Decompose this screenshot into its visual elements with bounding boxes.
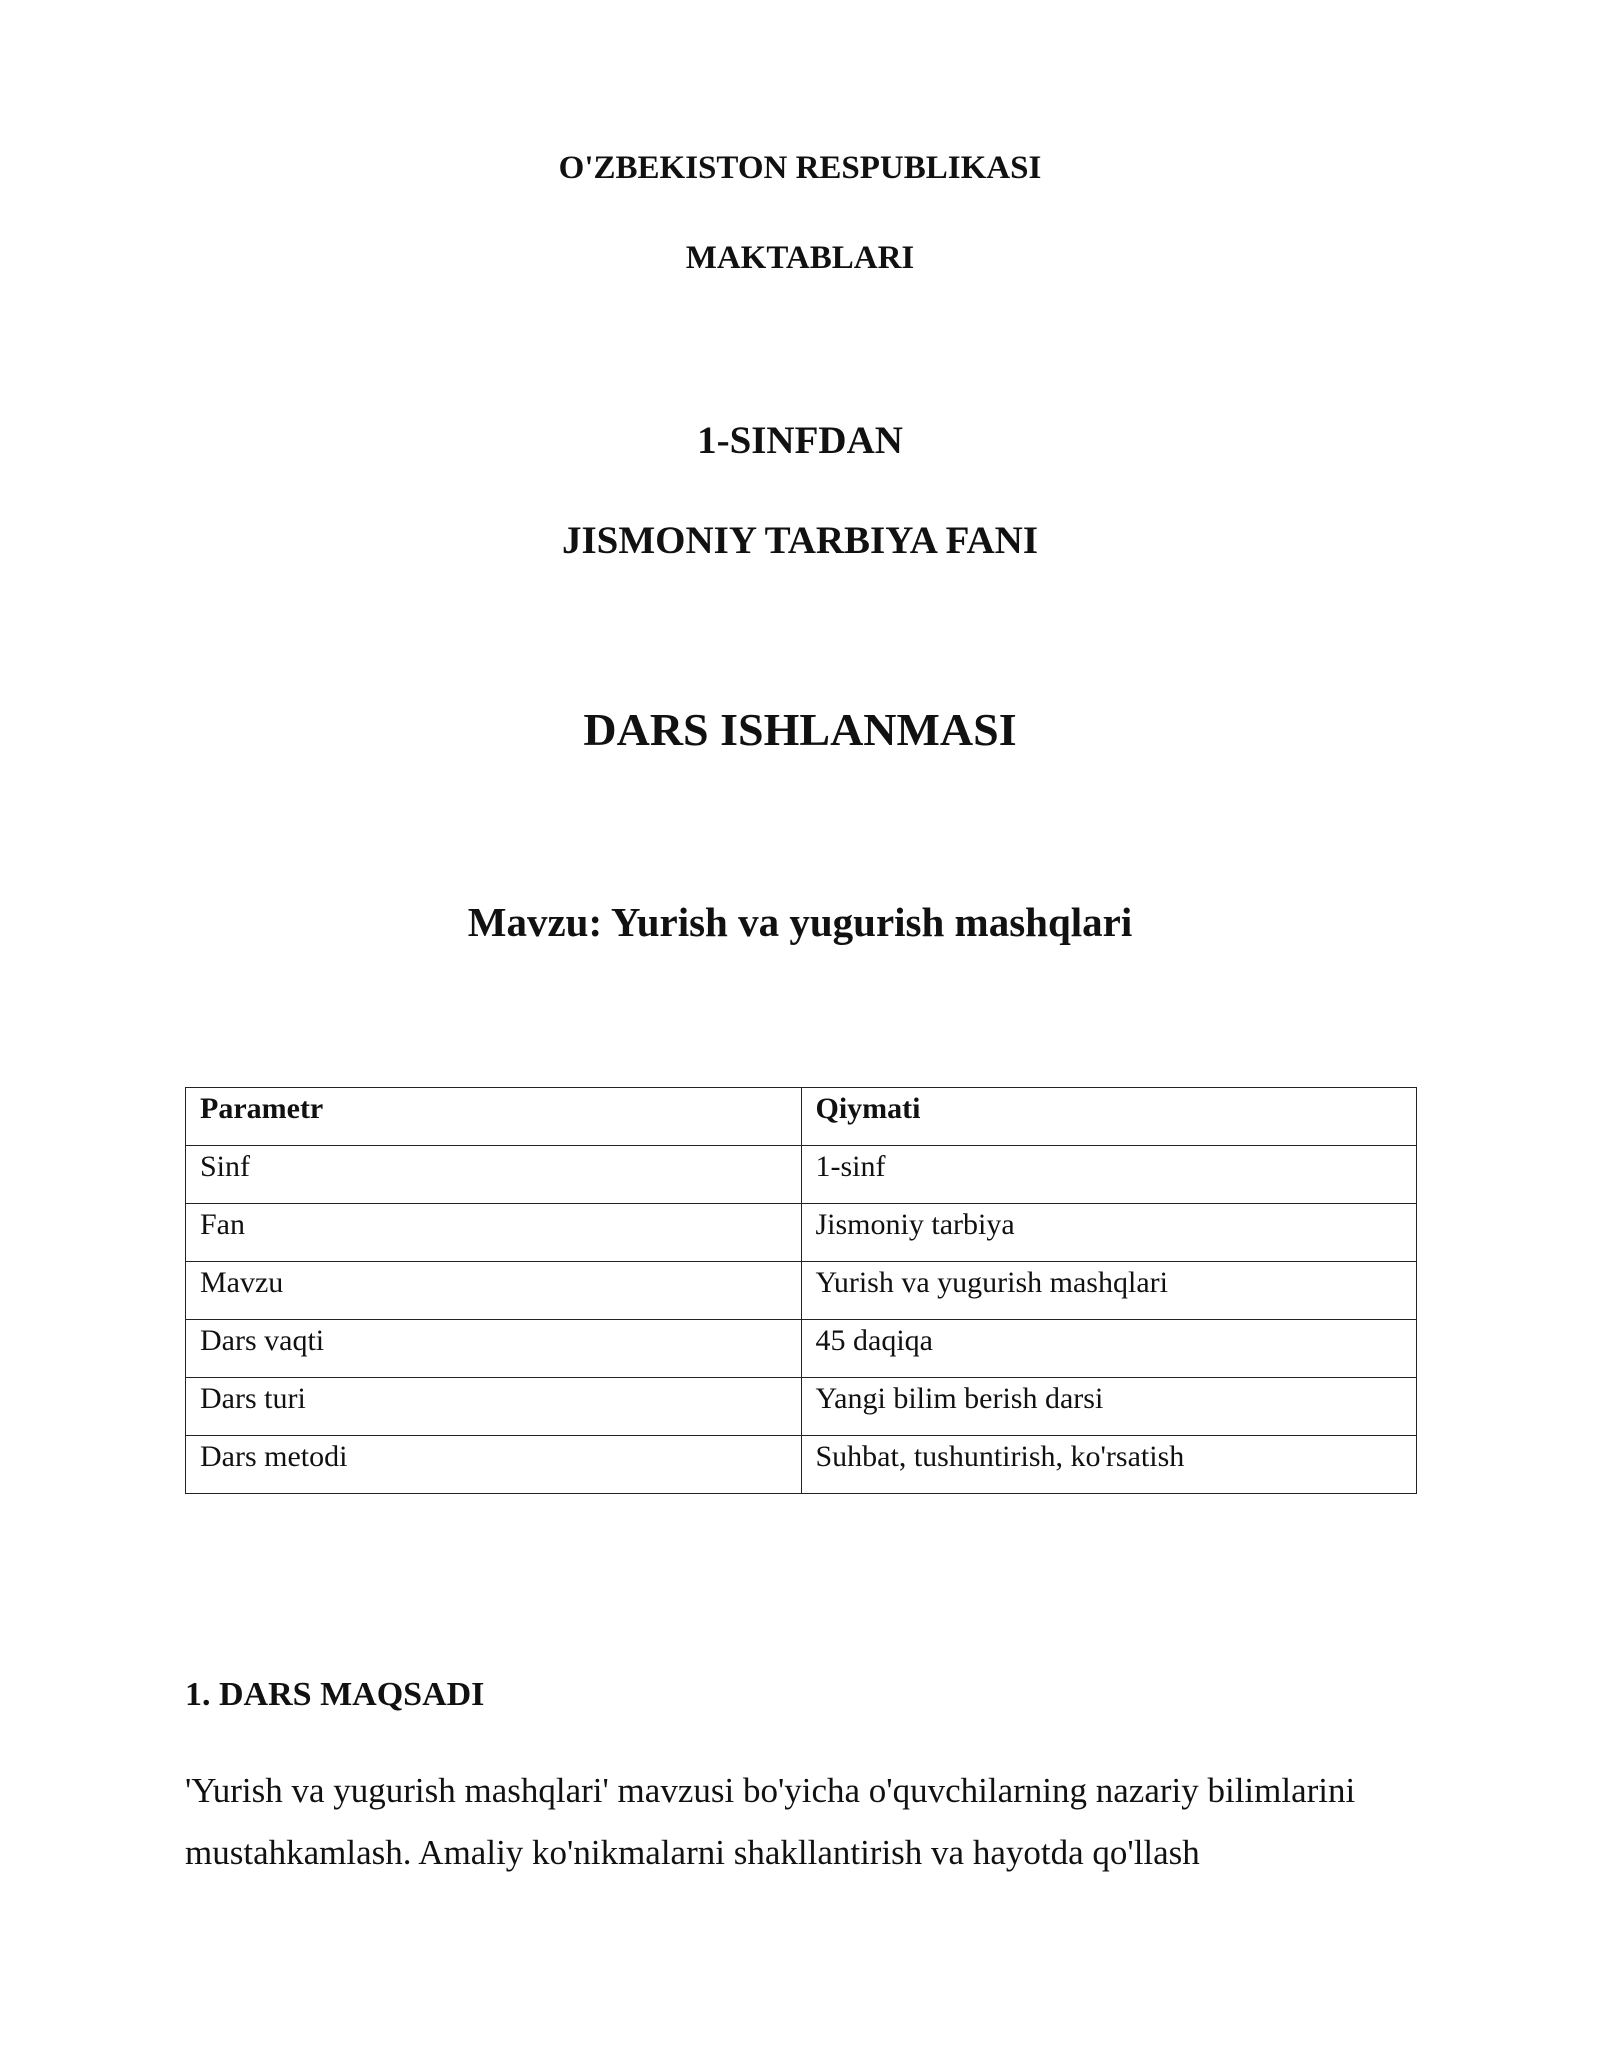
cell-value: Yangi bilim berish darsi: [801, 1378, 1417, 1436]
cell-value: 45 daqiqa: [801, 1320, 1417, 1378]
cell-value: Suhbat, tushuntirish, ko'rsatish: [801, 1436, 1417, 1494]
cell-parameter: Dars metodi: [186, 1436, 802, 1494]
cell-value: Yurish va yugurish mashqlari: [801, 1262, 1417, 1320]
cell-parameter: Dars vaqti: [186, 1320, 802, 1378]
table-row: [186, 1146, 1417, 1204]
cell-parameter: Sinf: [186, 1146, 802, 1204]
cell-parameter: Dars turi: [186, 1378, 802, 1436]
section-paragraph-lesson-goal: 'Yurish va yugurish mashqlari' mavzusi bo'yicha o'quvchilarning nazariy bilimlarini mustahkamlash. Amaliy ko'nikmalarni shakllantirish va hayotda qo'llash: [185, 1771, 1356, 1872]
lesson-info-table: [185, 1087, 1417, 1494]
cell-parameter: Mavzu: [186, 1262, 802, 1320]
section-title-lesson-goal: 1. DARS MAQSADI: [185, 1676, 485, 1713]
cell-value: Jismoniy tarbiya: [801, 1204, 1417, 1262]
document-title: DARS ISHLANMASI: [583, 704, 1017, 755]
table-row: [186, 1320, 1417, 1378]
table-row: [186, 1378, 1417, 1436]
table-header-row: [186, 1088, 1417, 1146]
table-row: [186, 1262, 1417, 1320]
table-row: [186, 1436, 1417, 1494]
cell-parameter: Fan: [186, 1204, 802, 1262]
table-row: [186, 1204, 1417, 1262]
subject-heading: JISMONIY TARBIYA FANI: [561, 519, 1039, 562]
grade-heading: 1-SINFDAN: [697, 419, 903, 462]
cell-value: 1-sinf: [801, 1146, 1417, 1204]
schools-heading: MAKTABLARI: [685, 240, 915, 276]
column-header-parameter: Parametr: [186, 1088, 802, 1146]
column-header-value: Qiymati: [801, 1088, 1417, 1146]
country-heading: O'ZBEKISTON RESPUBLIKASI: [558, 150, 1042, 186]
topic-heading: Mavzu: Yurish va yugurish mashqlari: [467, 899, 1133, 945]
